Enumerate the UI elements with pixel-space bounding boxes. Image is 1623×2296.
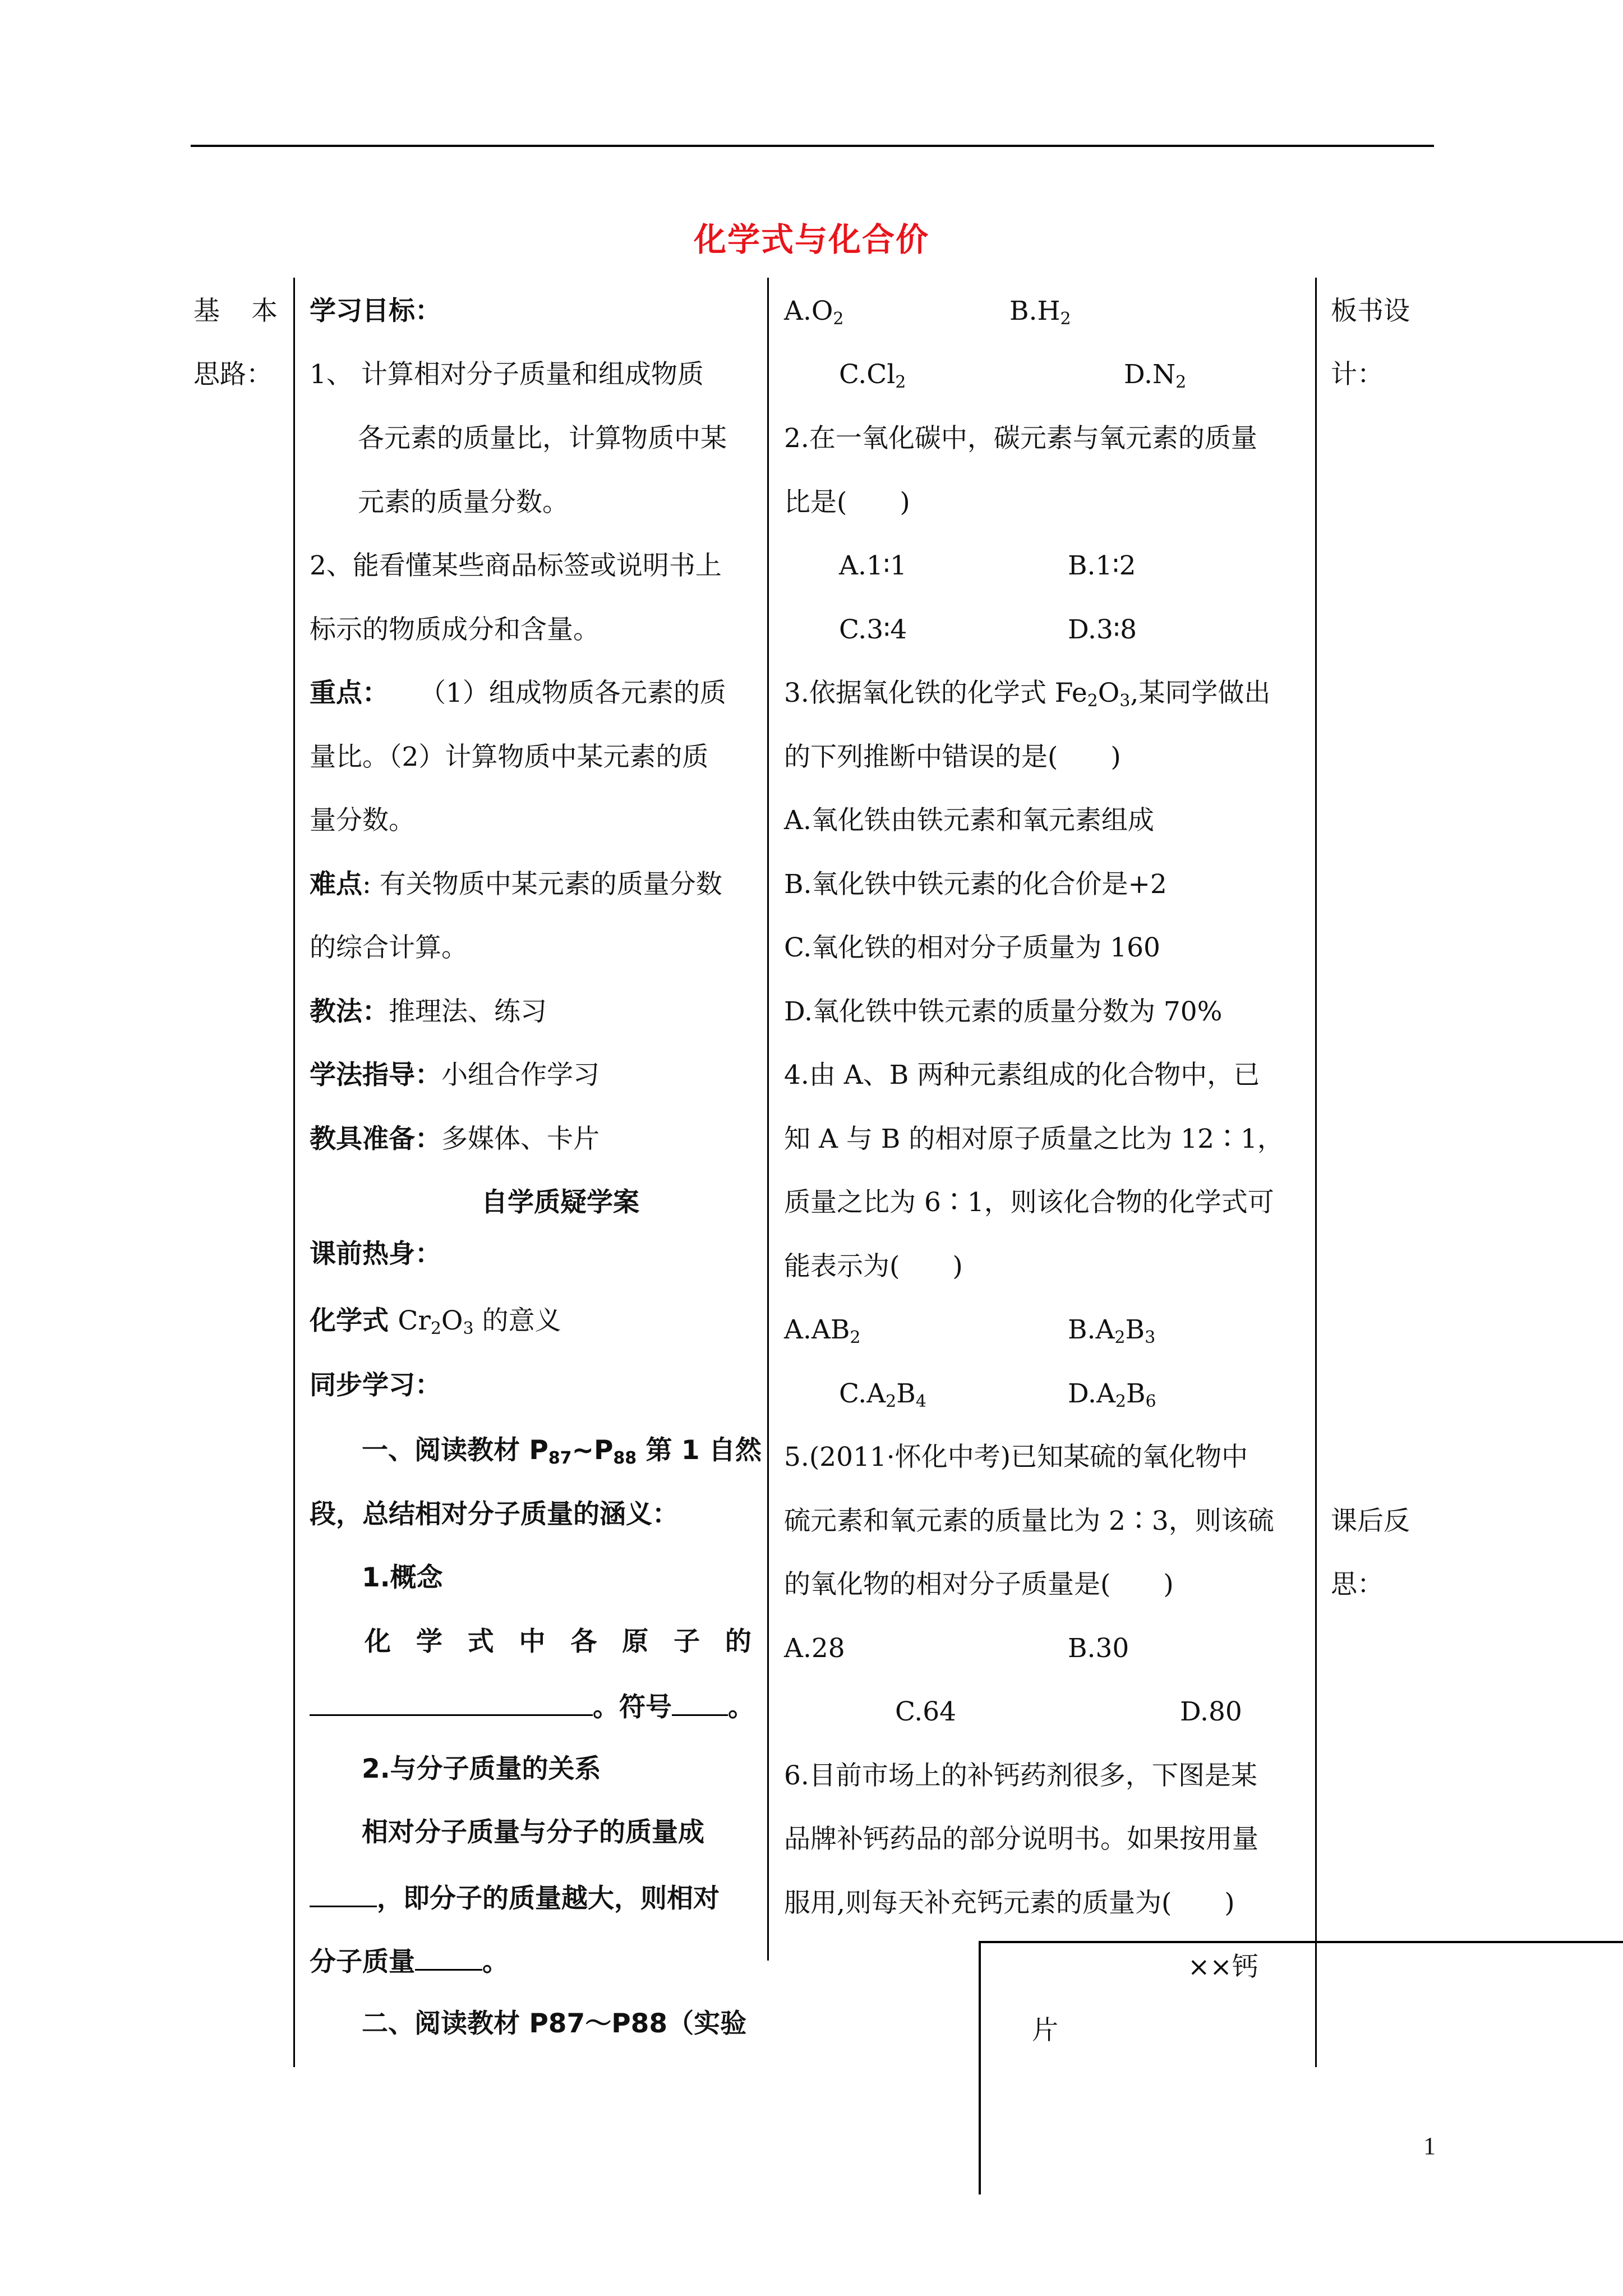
calcium-label-line-1: ××钙 — [1188, 1952, 1258, 1982]
q2-option-b: B.1∶2 — [1068, 550, 1136, 581]
reading-2-line-1: 二、阅读教材 P87～P88（实验 — [362, 2008, 747, 2039]
relation-blank-2[interactable] — [415, 1943, 482, 1971]
self-study-heading: 自学质疑学案 — [481, 1187, 639, 1218]
concept-line-2: 。符号 。 — [310, 1688, 754, 1724]
basic-label-line1: 基 本 — [193, 296, 278, 326]
q2-line-1: 2.在一氧化碳中，碳元素与氧元素的质量 — [784, 423, 1257, 454]
reflection-line-1: 课 后 反 — [1331, 1506, 1410, 1536]
q4-line-1: 4.由 A、B 两种元素组成的化合物中，已 — [784, 1060, 1260, 1091]
q6-line-3: 服用,则每天补充钙元素的质量为( ) — [784, 1888, 1235, 1918]
concept-blank[interactable] — [310, 1688, 593, 1716]
q6-line-1: 6.目前市场上的补钙药剂很多，下图是某 — [784, 1760, 1257, 1791]
column-divider-1 — [293, 278, 295, 2067]
q4-option-d: $D.A_2B_6$ — [1068, 1378, 1156, 1411]
q4-option-c: $C.A_2B_4$ — [839, 1378, 926, 1411]
header-rule — [191, 145, 1434, 147]
q3-option-a: A.氧化铁由铁元素和氧元素组成 — [784, 805, 1154, 836]
q4-line-2: 知 A 与 B 的相对原子质量之比为 12∶1， — [784, 1124, 1284, 1154]
board-design-line-1: 板 书 设 — [1331, 296, 1410, 326]
symbol-blank[interactable] — [672, 1688, 728, 1716]
q3-line-2: 的下列推断中错误的是( ) — [784, 742, 1121, 772]
calcium-label-box — [979, 1941, 1623, 2194]
basic-label-line2: 思路： — [193, 359, 273, 390]
learning-goals-heading: 学习目标： — [310, 296, 441, 326]
calcium-label-line-2: 片 — [1032, 2015, 1058, 2046]
q2-option-c: C.3∶4 — [839, 614, 907, 645]
q5-option-a: A.28 — [784, 1633, 845, 1664]
q5-option-d: D.80 — [1180, 1696, 1242, 1727]
q5-line-2: 硫元素和氧元素的质量比为 2∶3，则该硫 — [784, 1506, 1274, 1536]
goal-1-line-2: 各元素的质量比，计算物质中某 — [358, 423, 727, 454]
relation-line-2: ，即分子的质量越大，则相对 — [310, 1880, 720, 1916]
q1-option-b: $B.H_2$ — [1009, 296, 1071, 329]
q1-option-a: $A.O_2$ — [784, 296, 844, 329]
concept-heading: 1.概念 — [362, 1562, 443, 1593]
goal-1-line-3: 元素的质量分数。 — [358, 487, 569, 518]
page-number: 1 — [1423, 2132, 1436, 2160]
formula-meaning: 化学式 $Cr_2O_3$ 的意义 — [310, 1305, 561, 1338]
q6-line-2: 品牌补钙药品的部分说明书。如果按用量 — [784, 1824, 1258, 1855]
concept-line-1: 化 学 式 中 各 原 子 的 — [365, 1626, 751, 1657]
difficulty-line-1: 难点: 有关物质中某元素的质量分数 — [310, 869, 722, 900]
study-guide: 学法指导：小组合作学习 — [310, 1060, 600, 1091]
relation-line-3: 分子质量 。 — [310, 1943, 509, 1979]
q2-option-a: A.1∶1 — [839, 550, 907, 581]
key-points-line-3: 量分数。 — [310, 805, 415, 836]
teaching-tools: 教具准备：多媒体、卡片 — [310, 1124, 600, 1154]
goal-2-line-1: 2、能看懂某些商品标签或说明书上 — [310, 550, 722, 581]
q1-option-d: $D.N_2$ — [1124, 359, 1187, 392]
page-title: 化学式与化合价 — [693, 220, 929, 259]
column-divider-3 — [1315, 278, 1317, 2067]
column-divider-2 — [767, 278, 769, 1961]
key-points-line-1: 重点： （1）组成物质各元素的质 — [310, 678, 726, 708]
q3-option-d: D.氧化铁中铁元素的质量分数为 70% — [784, 996, 1223, 1027]
q3-option-c: C.氧化铁的相对分子质量为 160 — [784, 932, 1160, 963]
q4-option-b: $B.A_2B_3$ — [1068, 1314, 1156, 1347]
relation-heading: 2.与分子质量的关系 — [362, 1754, 601, 1784]
key-points-line-2: 量比。（2）计算物质中某元素的质 — [310, 742, 709, 772]
difficulty-line-2: 的综合计算。 — [310, 932, 468, 963]
q3-line-1: 3.依据氧化铁的化学式 $Fe_2O_3$,某同学做出 — [784, 678, 1271, 711]
relation-line-1: 相对分子质量与分子的质量成 — [362, 1817, 704, 1848]
q5-option-c: C.64 — [895, 1696, 957, 1727]
q5-line-3: 的氧化物的相对分子质量是( ) — [784, 1569, 1174, 1600]
warmup-heading: 课前热身： — [310, 1239, 441, 1269]
q4-option-a: $A.AB_2$ — [784, 1314, 861, 1347]
q5-option-b: B.30 — [1068, 1633, 1129, 1664]
q2-option-d: D.3∶8 — [1068, 614, 1137, 645]
board-design-line-2: 计： — [1331, 359, 1384, 390]
q1-option-c: $C.Cl_2$ — [839, 359, 906, 392]
reading-1-line-2: 段，总结相对分子质量的涵义： — [310, 1499, 679, 1530]
sync-study-heading: 同步学习： — [310, 1370, 441, 1401]
q4-line-3: 质量之比为 6∶1，则该化合物的化学式可 — [784, 1187, 1274, 1218]
q3-option-b: B.氧化铁中铁元素的化合价是+2 — [784, 869, 1167, 900]
teaching-method: 教法：推理法、练习 — [310, 996, 547, 1027]
q4-line-4: 能表示为( ) — [784, 1251, 963, 1282]
goal-1-line-1: 1、 计算相对分子质量和组成物质 — [310, 359, 704, 390]
reflection-line-2: 思： — [1331, 1569, 1384, 1600]
q2-line-2: 比是( ) — [784, 487, 910, 518]
goal-2-line-2: 标示的物质成分和含量。 — [310, 614, 600, 645]
q5-line-1: 5.(2011·怀化中考)已知某硫的氧化物中 — [784, 1442, 1248, 1473]
reading-1-line-1: 一、阅读教材 $P_{87}\sim P_{88}$ 第 1 自然 — [362, 1435, 762, 1468]
relation-blank-1[interactable] — [310, 1880, 377, 1907]
